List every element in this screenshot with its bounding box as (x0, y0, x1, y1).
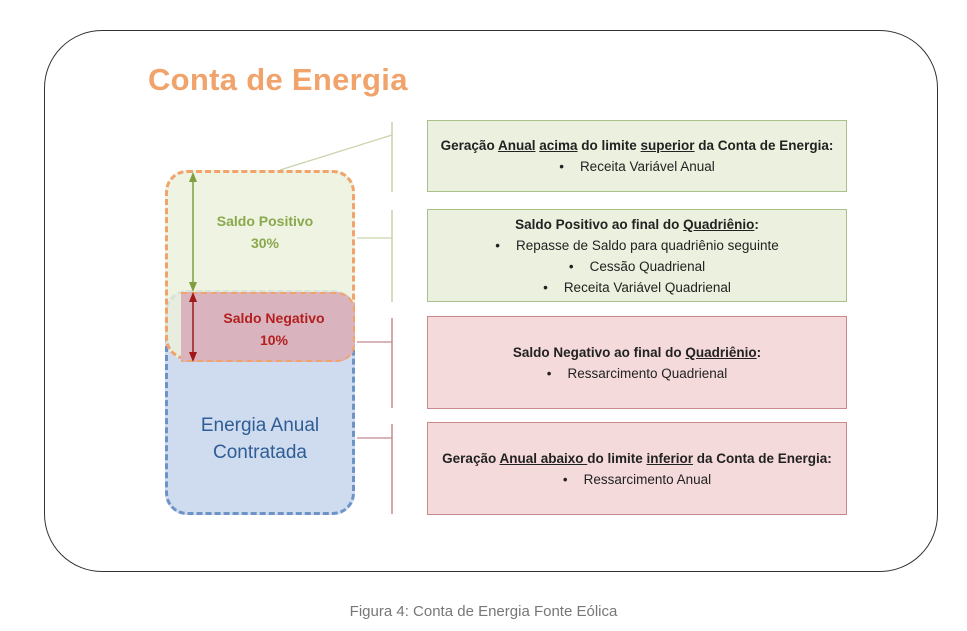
box-acima-header: Geração Anual acima do limite superior da Conta de Energia: (440, 138, 834, 153)
saldo-negativo-text: Saldo Negativo (223, 310, 325, 326)
box-positivo-item-1: • Repasse de Saldo para quadriênio seguinte (436, 235, 838, 256)
red-arrow-head-top (189, 292, 197, 302)
saldo-positivo-value: 30% (250, 235, 280, 251)
figure-caption: Figura 4: Conta de Energia Fonte Eólica (349, 603, 618, 620)
green-arrow-head-top (189, 172, 197, 182)
box-saldo-negativo (427, 316, 847, 409)
red-arrow-head-bottom (189, 352, 197, 362)
box-abaixo-header: Geração Anual abaixo do limite inferior da Conta de Energia: (442, 450, 832, 466)
green-arrow-head-bottom (189, 282, 197, 292)
connector-acima (280, 135, 392, 170)
diagram-title: Conta de Energia (148, 62, 408, 97)
box-abaixo-item: • Ressarcimento Anual (436, 469, 838, 490)
box-geracao-acima (427, 120, 847, 192)
box-acima-item: • Receita Variável Anual (436, 156, 838, 177)
box-negativo-item: • Ressarcimento Quadrienal (436, 363, 838, 384)
energia-anual-line2: Contratada (212, 442, 307, 463)
saldo-negativo-value: 10% (259, 332, 289, 348)
energia-anual-line1: Energia Anual (200, 415, 320, 436)
saldo-positivo-text: Saldo Positivo (216, 213, 314, 229)
box-geracao-abaixo (427, 422, 847, 515)
box-saldo-positivo (427, 209, 847, 302)
box-positivo-item-2: • Cessão Quadrienal (436, 256, 838, 277)
saldo-negativo-label (200, 307, 348, 351)
box-negativo-header: Saldo Negativo ao final do Quadriênio: (512, 344, 762, 360)
saldo-positivo-label (195, 210, 335, 254)
box-positivo-item-3: • Receita Variável Quadrienal (436, 277, 838, 298)
energia-anual-label (180, 412, 340, 466)
box-positivo-header: Saldo Positivo ao final do Quadriênio: (515, 216, 759, 232)
